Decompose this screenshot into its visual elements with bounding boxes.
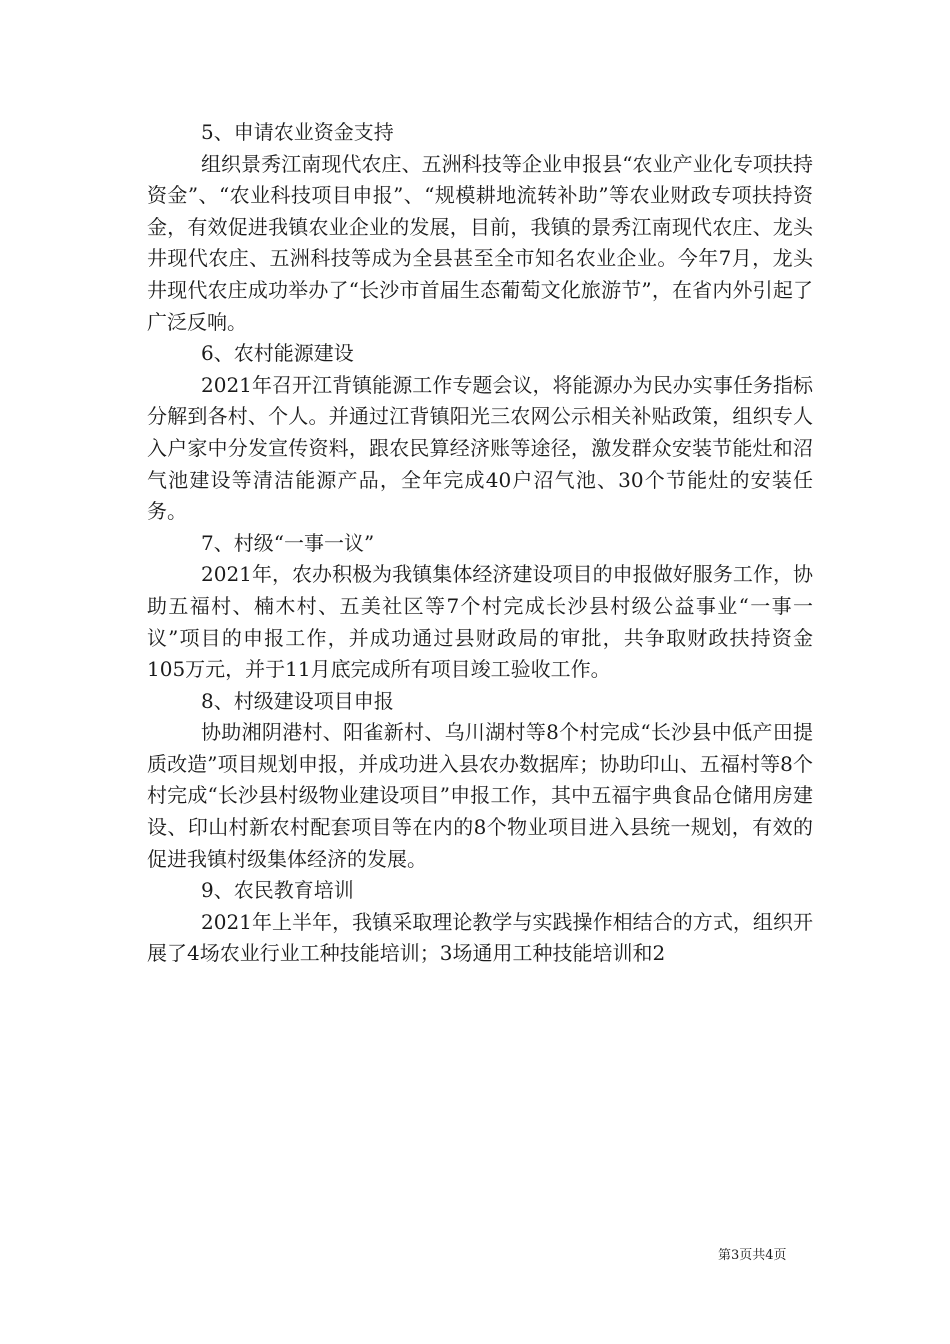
page-number-footer: 第3页共4页	[718, 1248, 787, 1263]
section-5-body: 组织景秀江南现代农庄、五洲科技等企业申报县“农业产业化专项扶持资金”、“农业科技项目申报”、“规模耕地流转补助”等农业财政专项扶持资金，有效促进我镇农业企业的发展，目前，我镇的景秀江南现代农庄、龙头井现代农庄、五洲科技等成为全县甚至全市知名农业企业。今年7月，龙头井现代农庄成功举办了“长沙市首届生态葡萄文化旅游节”，在省内外引起了广泛反响。	[147, 151, 813, 334]
section-8-heading: 8、村级建设项目申报	[201, 688, 394, 713]
section-6-heading: 6、农村能源建设	[201, 341, 354, 366]
section-6-body: 2021年召开江背镇能源工作专题会议，将能源办为民办实事任务指标分解到各村、个人。并通过江背镇阳光三农网公示相关补贴政策，组织专人入户家中分发宣传资料，跟农民算经济账等途径，激发群众安装节能灶和沼气池建设等清洁能源产品，全年完成40户沼气池、30个节能灶的安装任务。	[147, 372, 813, 524]
document-page	[147, 117, 813, 970]
section-8-body: 协助湘阴港村、阳雀新村、乌川湖村等8个村完成“长沙县中低产田提质改造”项目规划申报，并成功进入县农办数据库；协助印山、五福村等8个村完成“长沙县村级物业建设项目”申报工作，其中五福宇典食品仓储用房建设、印山村新农村配套项目等在内的8个物业项目进入县统一规划，有效的促进我镇村级集体经济的发展。	[147, 720, 813, 871]
section-9-heading: 9、农民教育培训	[201, 878, 354, 903]
section-9-body: 2021年上半年，我镇采取理论教学与实践操作相结合的方式，组织开展了4场农业行业工种技能培训；3场通用工种技能培训和2	[147, 909, 813, 966]
section-5-heading: 5、申请农业资金支持	[201, 120, 394, 144]
section-7-heading: 7、村级“一事一议”	[201, 530, 375, 555]
section-7-body: 2021年，农办积极为我镇集体经济建设项目的申报做好服务工作，协助五福村、楠木村、五美社区等7个村完成长沙县村级公益事业“一事一议”项目的申报工作，并成功通过县财政局的审批，共争取财政扶持资金105万元，并于11月底完成所有项目竣工验收工作。	[147, 562, 813, 682]
